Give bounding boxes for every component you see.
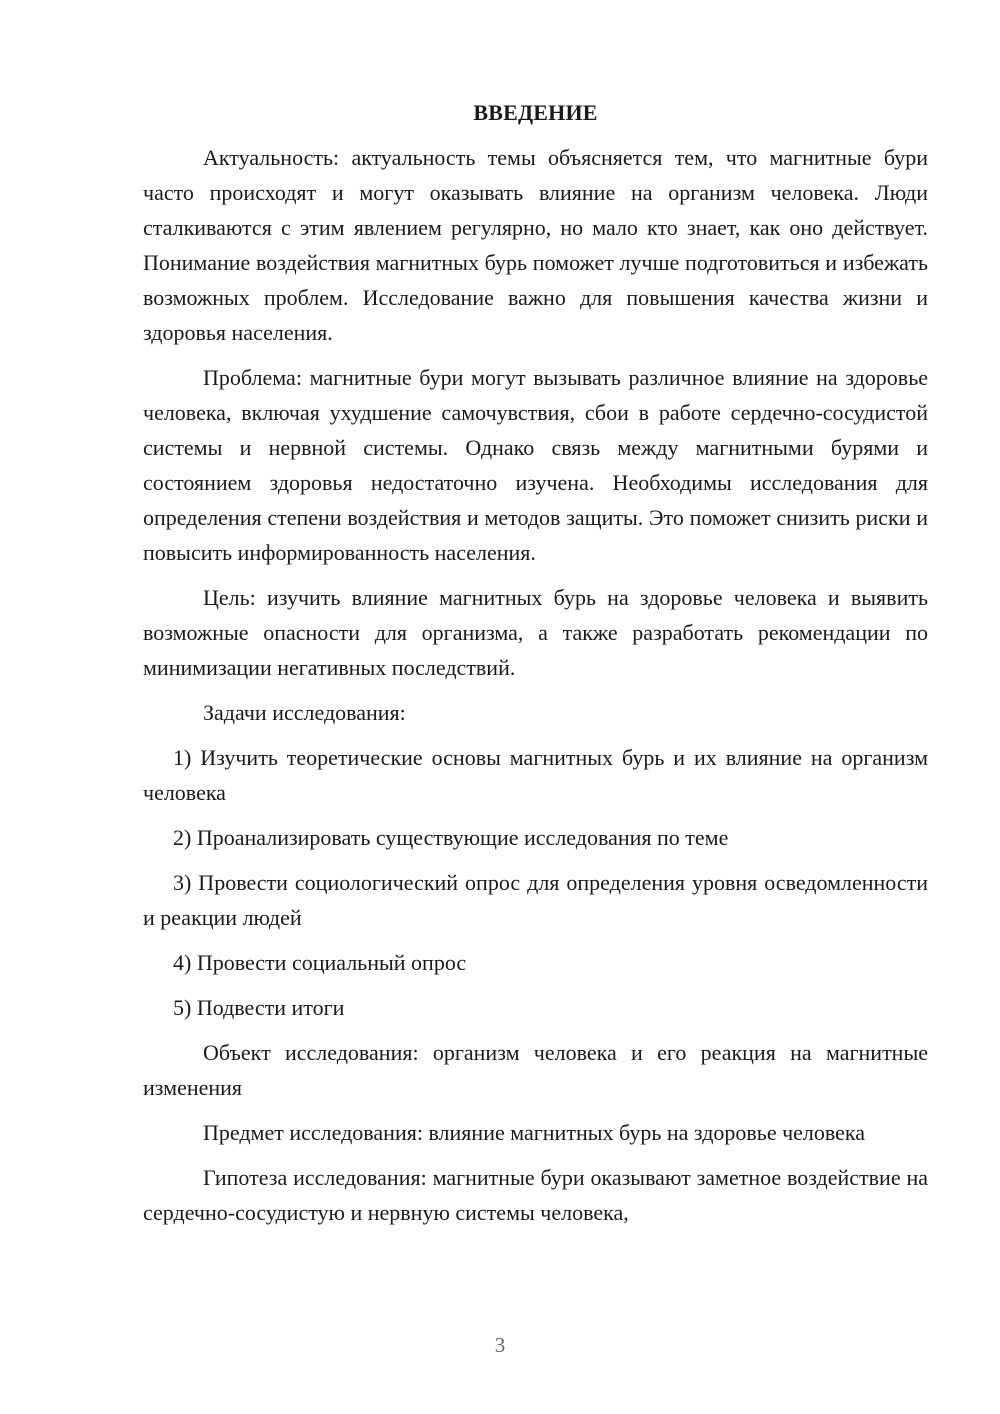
paragraph-tasks-heading: Задачи исследования: <box>203 700 406 725</box>
paragraph-goal: Цель: изучить влияние магнитных бурь на здоровье человека и выявить возможные опасности для организма, а также разработать рекомендации по минимизации негативных последствий. <box>143 585 928 680</box>
task-item-2: 2) Проанализировать существующие исследования по теме <box>173 825 729 850</box>
task-item-1: 1) Изучить теоретические основы магнитных бурь и их влияние на организм человека <box>143 745 928 805</box>
section-title: ВВЕДЕНИЕ <box>473 100 598 125</box>
document-page <box>143 95 928 1240</box>
paragraph-problem: Проблема: магнитные бури могут вызывать различное влияние на здоровье человека, включая ухудшение самочувствия, сбои в работе сердечно-сосудистой системы и нервной системы. Однако связь между магнитными бурями и состоянием здоровья недостаточно изучена. Необходимы исследования для определения степени воздействия и методов защиты. Это поможет снизить риски и повысить информированность населения. <box>143 365 928 565</box>
paragraph-object: Объект исследования: организм человека и его реакция на магнитные изменения <box>143 1040 928 1100</box>
paragraph-subject: Предмет исследования: влияние магнитных бурь на здоровье человека <box>203 1120 866 1145</box>
task-item-4: 4) Провести социальный опрос <box>173 950 467 975</box>
page-number: 3 <box>494 1333 506 1357</box>
paragraph-relevance: Актуальность: актуальность темы объясняется тем, что магнитные бури часто происходят и могут оказывать влияние на организм человека. Люди сталкиваются с этим явлением регулярно, но мало кто знает, как оно действует. Понимание воздействия магнитных бурь поможет лучше подготовиться и избежать возможных проблем. Исследование важно для повышения качества жизни и здоровья населения. <box>143 145 928 345</box>
task-item-5: 5) Подвести итоги <box>173 995 345 1020</box>
task-item-3: 3) Провести социологический опрос для определения уровня осведомленности и реакции людей <box>143 870 928 930</box>
paragraph-hypothesis: Гипотеза исследования: магнитные бури оказывают заметное воздействие на сердечно-сосудистую и нервную системы человека, <box>143 1165 928 1225</box>
